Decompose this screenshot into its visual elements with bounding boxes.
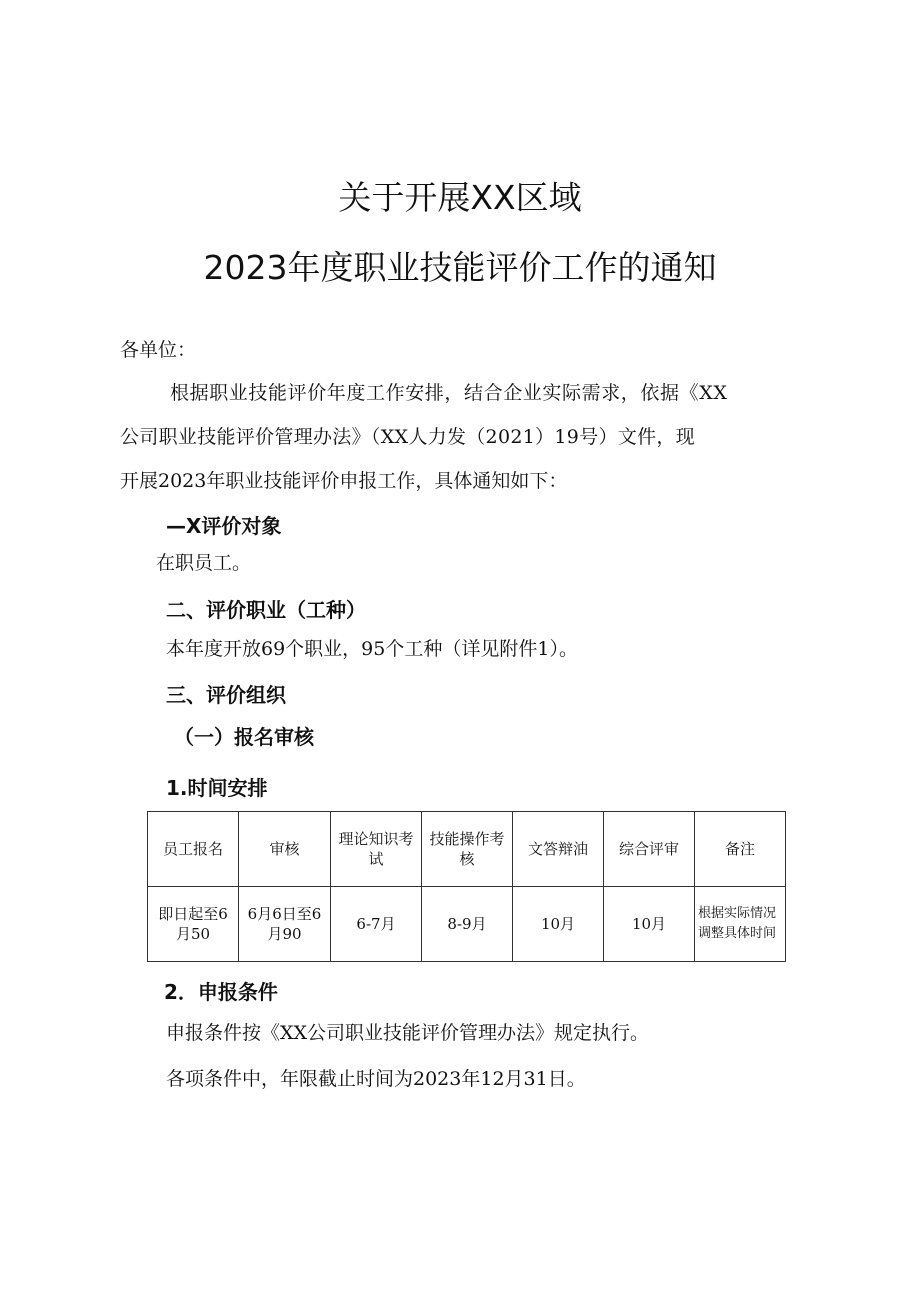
- table-cell: 即日起至6月50: [148, 887, 239, 962]
- table-header-cell: 员工报名: [148, 812, 239, 887]
- item-text-2b: 各项条件中，年限截止时间为2023年12月31日。: [166, 1068, 586, 1090]
- subsection-heading-1: （一）报名审核: [174, 725, 314, 749]
- table-cell: 10月: [604, 887, 695, 962]
- table-header-cell: 备注: [695, 812, 786, 887]
- salutation: 各单位：: [120, 339, 197, 361]
- table-cell: 10月: [513, 887, 604, 962]
- table-cell-note: 根据实际情况调整具体时间: [695, 887, 786, 962]
- table-header-cell: 理论知识考试: [331, 812, 422, 887]
- intro-line-3: 开展2023年职业技能评价申报工作，具体通知如下：: [120, 470, 568, 492]
- table-row: [148, 887, 786, 962]
- item-text-2a: 申报条件按《XX公司职业技能评价管理办法》规定执行。: [166, 1022, 650, 1044]
- item-heading-2: 2．申报条件: [164, 980, 278, 1004]
- table-header-cell: 综合评审: [604, 812, 695, 887]
- schedule-table: [147, 811, 786, 962]
- intro-line-2: 公司职业技能评价管理办法》（XX人力发（2021）19号）文件，现: [120, 426, 695, 448]
- table-cell: 6-7月: [331, 887, 422, 962]
- section-heading-1: —X评价对象: [166, 514, 282, 538]
- table-header-cell: 文答辩油: [513, 812, 604, 887]
- section-heading-3: 三、评价组织: [166, 683, 286, 707]
- section-text-2: 本年度开放69个职业，95个工种（详见附件1）。: [166, 638, 578, 660]
- item-heading-1: 1.时间安排: [166, 776, 268, 800]
- table-header-row: [148, 812, 786, 887]
- table-cell: 6月6日至6月90: [239, 887, 331, 962]
- table-header-cell: 技能操作考核: [422, 812, 513, 887]
- section-heading-2: 二、评价职业（工种）: [166, 598, 366, 622]
- table-cell: 8-9月: [422, 887, 513, 962]
- document-title-line2: 2023年度职业技能评价工作的通知: [203, 248, 717, 287]
- section-text-1: 在职员工。: [156, 552, 252, 574]
- table-header-cell: 审核: [239, 812, 331, 887]
- document-title-line1: 关于开展XX区域: [338, 178, 582, 217]
- intro-line-1: 根据职业技能评价年度工作安排，结合企业实际需求，依据《XX: [170, 382, 728, 404]
